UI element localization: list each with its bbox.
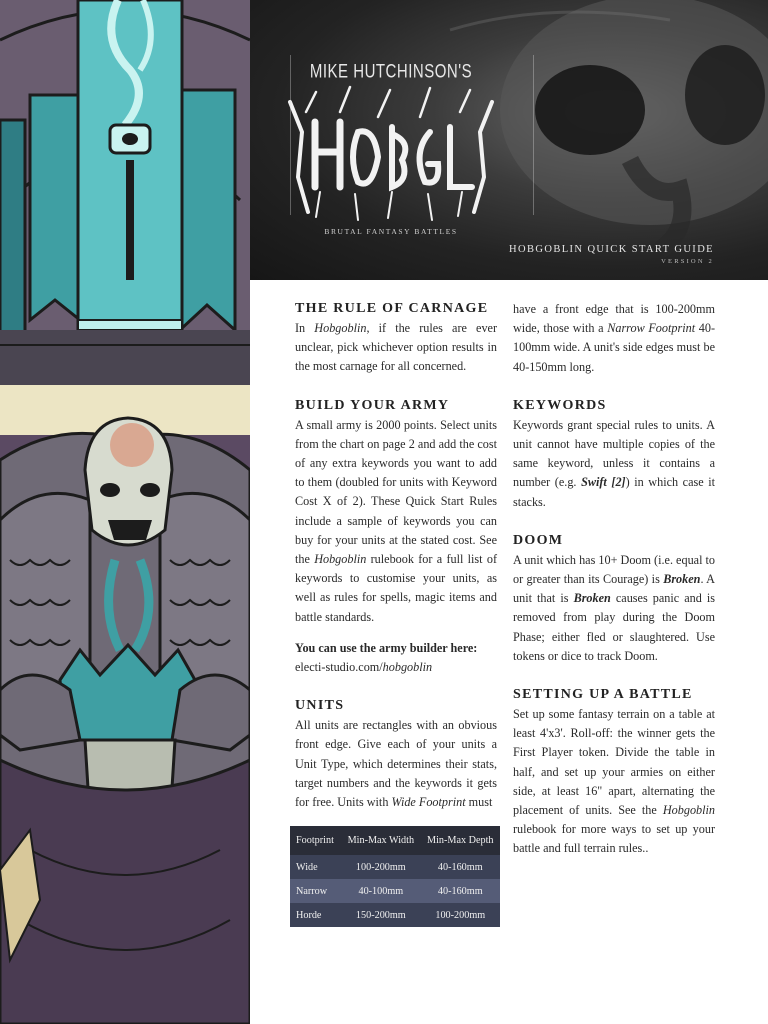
text-column-right — [513, 300, 715, 877]
table-row — [290, 879, 500, 903]
section-rule-of-carnage — [295, 300, 497, 377]
table-cell: 40-100mm — [341, 879, 420, 903]
table-cell: 150-200mm — [341, 903, 420, 927]
table-row — [290, 903, 500, 927]
section-heading: SETTING UP A BATTLE — [513, 687, 693, 703]
section-body: Set up some fantasy terrain on a table at least 4'x3'. Roll-off: the winner gets the First Player token. Divide the table in half, and set up your armies on either side, at least 16" apart, alternating the placement of units. See the Hobgoblin rulebook for more ways to set up your battle and full terrain rules.. — [513, 707, 715, 856]
footprint-table — [290, 826, 500, 927]
logo-tagline: BRUTAL FANTASY BATTLES — [324, 227, 458, 236]
section-body: All units are rectangles with an obvious front edge. Give each of your units a Unit Type, which determines their stats, target numbers and the keywords it gets for free. Units with Wide Footprint must — [295, 718, 497, 810]
game-logo — [280, 55, 502, 240]
table-header-cell: Footprint — [290, 826, 341, 855]
section-build-your-army — [295, 397, 497, 678]
section-body: In Hobgoblin, if the rules are ever unclear, pick whichever option results in the most carnage for all concerned. — [295, 321, 498, 374]
table-cell: 100-200mm — [341, 855, 420, 879]
table-header-row — [290, 826, 500, 855]
table-header-cell: Min-Max Width — [341, 826, 420, 855]
section-setting-up-a-battle — [513, 686, 715, 859]
author-credit: MIKE HUTCHINSON'S — [309, 60, 473, 83]
guide-title: HOBGOBLIN QUICK START GUIDE — [508, 244, 714, 255]
table-cell: 100-200mm — [421, 903, 500, 927]
section-heading: UNITS — [295, 698, 345, 714]
section-heading: KEYWORDS — [513, 397, 607, 413]
section-heading: DOOM — [513, 532, 564, 548]
section-units-continued — [513, 300, 715, 377]
section-body: have a front edge that is 100-200mm wide, those with a Narrow Footprint 40-100mm wide. A unit's side edges must be 40-150mm long. — [513, 302, 716, 374]
guide-version: VERSION 2 — [661, 258, 714, 265]
logo-divider — [533, 55, 534, 215]
section-heading: BUILD YOUR ARMY — [295, 397, 450, 413]
table-cell: Wide — [290, 855, 341, 879]
table-header-cell: Min-Max Depth — [421, 826, 500, 855]
table-row — [290, 855, 500, 879]
table-cell: Horde — [290, 903, 341, 927]
army-builder-note: You can use the army builder here: electi-studio.com/hobgoblin — [295, 640, 478, 675]
army-builder-link[interactable]: electi-studio.com/hobgoblin — [295, 660, 433, 675]
section-doom — [513, 532, 715, 666]
section-units — [295, 697, 497, 812]
text-column-left — [295, 300, 497, 830]
section-heading: THE RULE OF CARNAGE — [295, 301, 489, 316]
section-body: A unit which has 10+ Doom (i.e. equal to or greater than its Courage) is Broken. A unit that is Broken causes panic and is removed from play during the Doom Phase; either fled or slaughtered. Use tokens or dice to track Doom. — [513, 552, 715, 663]
section-body: Keywords grant special rules to units. A unit cannot have multiple copies of the same keyword, unless it contains a number (e.g. Swift [2]) in which case it stacks. — [513, 417, 715, 509]
section-body: A small army is 2000 points. Select units from the chart on page 2 and add the cost of any extra keywords you want to add to them (doubled for units with Keyword Cost X of 2). These Quick Start Rules include a sample of keywords you can buy for your units at the stated cost. See the Hobgoblin rulebook for a full list of keywords to customise your units, as well as rules for spells, magic items and battle standards. — [295, 417, 498, 624]
cover-illustration — [0, 0, 250, 1024]
table-cell: 40-160mm — [421, 855, 500, 879]
header-banner — [250, 0, 768, 280]
table-cell: Narrow — [290, 879, 341, 903]
table-cell: 40-160mm — [421, 879, 500, 903]
section-keywords — [513, 397, 715, 512]
logo-wordmark — [280, 82, 502, 227]
